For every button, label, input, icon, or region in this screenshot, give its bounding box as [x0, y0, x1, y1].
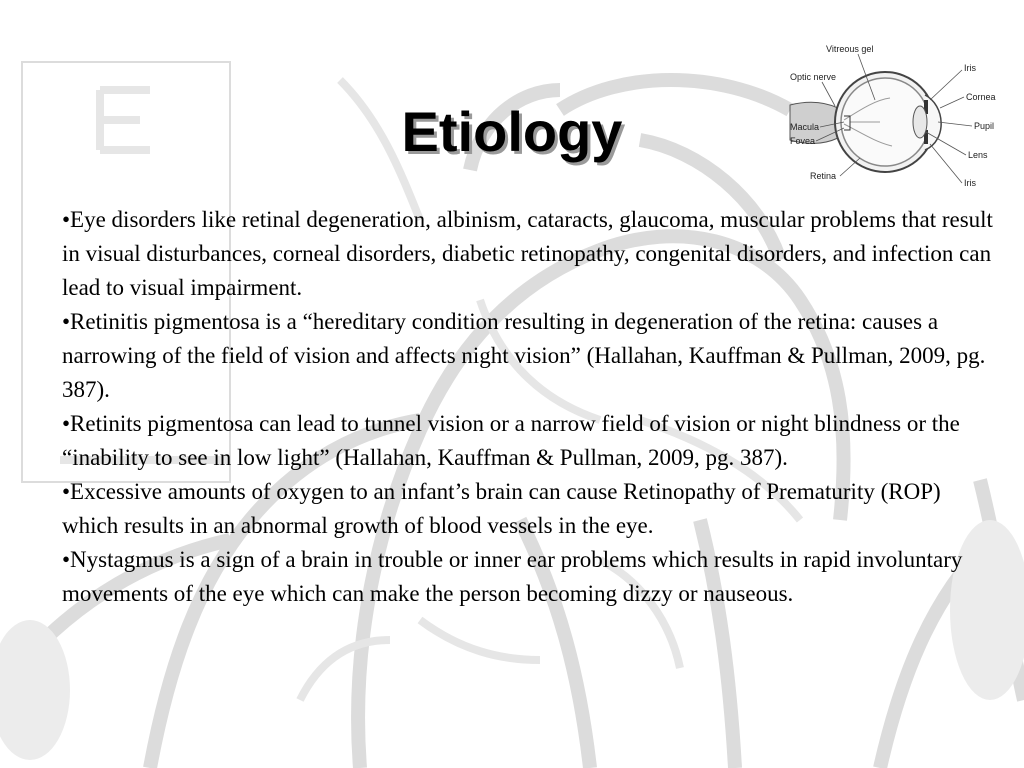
label-cornea: Cornea [966, 92, 996, 102]
label-iris-top: Iris [964, 63, 976, 73]
bullet-list [62, 203, 997, 611]
label-lens: Lens [968, 150, 988, 160]
bullet-tunnel-vision: •Retinits pigmentosa can lead to tunnel vision or a narrow field of vision or night blindness or the “inability to see in low light” (Hallahan, Kauffman & Pullman, 2009, pg. 387). [62, 411, 960, 470]
bullet-rop: •Excessive amounts of oxygen to an infant’s brain can cause Retinopathy of Prematurity (ROP) which results in an abnormal growth of blood vessels in the eye. [62, 479, 941, 538]
bullet-retinitis-pigmentosa: •Retinitis pigmentosa is a “hereditary condition resulting in degeneration of the retina: causes a narrowing of the field of vision and affects night vision” (Hallahan, Kauffman & Pullman, 2009, pg. 387). [62, 309, 986, 402]
label-pupil: Pupil [974, 121, 995, 131]
slide-title: Etiology [401, 100, 623, 163]
eye-anatomy-diagram [780, 40, 1010, 200]
label-optic-nerve: Optic nerve [790, 72, 837, 82]
label-iris-bottom: Iris [964, 178, 976, 188]
bullet-nystagmus: •Nystagmus is a sign of a brain in trouble or inner ear problems which results in rapid involuntary movements of the eye which can make the person becoming dizzy or nauseous. [62, 547, 963, 606]
label-macula: Macula [790, 122, 820, 132]
label-retina: Retina [810, 171, 837, 181]
label-fovea: Fovea [790, 136, 816, 146]
bullet-eye-disorders: •Eye disorders like retinal degeneration, albinism, cataracts, glaucoma, muscular problems that result in visual disturbances, corneal disorders, diabetic retinopathy, congenital disorders, and infection can lead to visual impairment. [62, 207, 993, 300]
label-vitreous-gel: Vitreous gel [826, 44, 874, 54]
